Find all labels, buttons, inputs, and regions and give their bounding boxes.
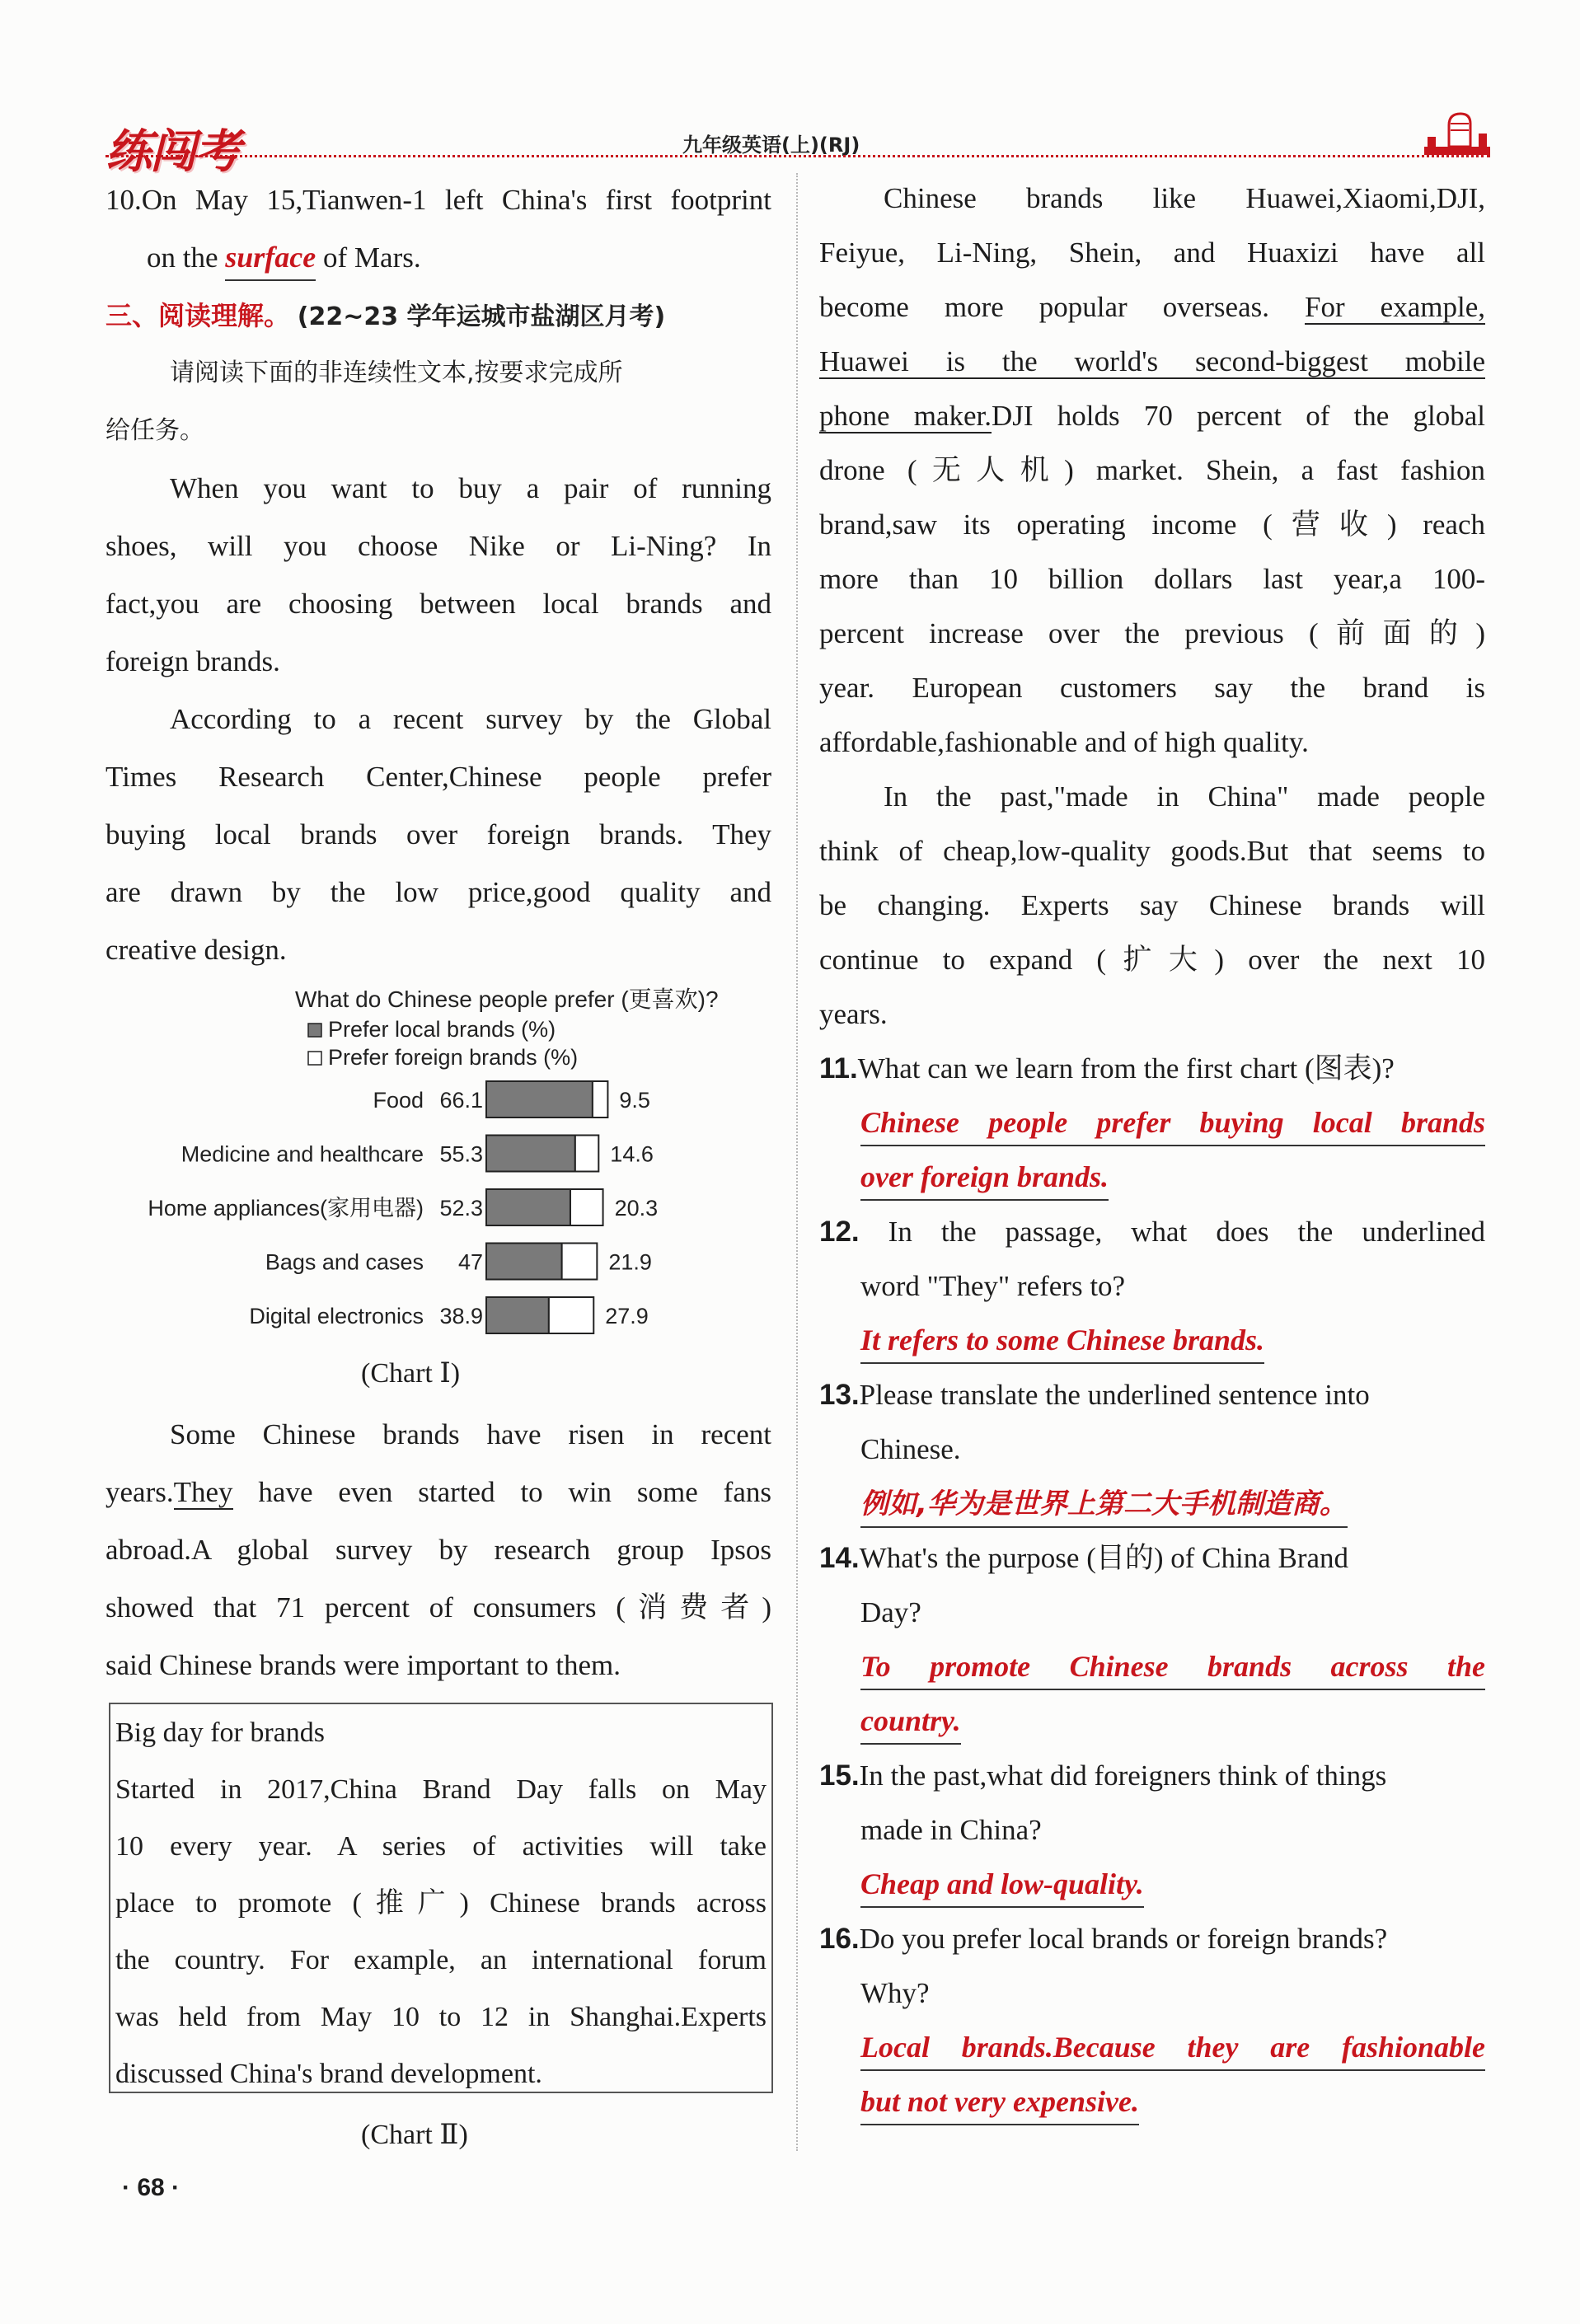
section-title: 三、阅读理解。 (105, 300, 291, 331)
p4-text-a: become more popular overseas. (819, 291, 1306, 323)
legend-foreign: Prefer foreign brands (%) (328, 1045, 579, 1070)
p3-line: Some Chinese brands have risen in recent (170, 1418, 771, 1450)
fist-icon (1424, 105, 1490, 157)
q15-number: 15. (819, 1759, 860, 1792)
p2-line: According to a recent survey by the Global (170, 703, 771, 735)
page-number: · 68 · (122, 2174, 181, 2201)
answer-15: Cheap and low-quality. (860, 1862, 1144, 1908)
q13-text: Please translate the underlined sentence into (859, 1379, 1370, 1411)
foreign-value-label: 20.3 (614, 1196, 659, 1221)
q11-number: 11. (819, 1052, 858, 1085)
p2-line: creative design. (105, 934, 287, 966)
left-column (105, 171, 771, 979)
legend-local: Prefer local brands (%) (328, 1017, 556, 1042)
p4-line: affordable,fashionable and of high quality. (819, 726, 1309, 758)
underlined-sentence: For example, (1305, 291, 1485, 323)
local-value-label: 38.9 (439, 1304, 483, 1328)
box-line: 10 every year. A series of activities will take (115, 1831, 767, 1862)
answer-13: 例如,华为是世界上第二大手机制造商。 (860, 1482, 1348, 1528)
question-12-cont: word "They" refers to? (860, 1270, 1126, 1302)
p2-line: Times Research Center,Chinese people prefer (105, 761, 771, 793)
question-11 (819, 1042, 1485, 1096)
answer-12: It refers to some Chinese brands. (860, 1318, 1264, 1364)
underlined-they: They (173, 1476, 233, 1508)
bar-local (486, 1244, 562, 1280)
p4-text-b: DJI holds 70 percent of the global (992, 400, 1485, 432)
answer-14-cont: country. (860, 1698, 961, 1745)
chart-2-caption: (Chart Ⅱ) (361, 2120, 468, 2150)
bar-foreign (562, 1244, 598, 1280)
p4-line: more than 10 billion dollars last year,a 100- (819, 563, 1485, 595)
q16-number: 16. (819, 1923, 860, 1955)
q15-text: In the past,what did foreigners think of things (859, 1759, 1387, 1792)
p1-line: shoes, will you choose Nike or Li-Ning? In (105, 530, 771, 562)
bar-foreign (575, 1136, 598, 1172)
p1-line: fact,you are choosing between local brands and (105, 588, 771, 620)
answer-16-line (860, 2021, 1485, 2075)
question-15-cont: made in China? (860, 1814, 1042, 1846)
p4-line: percent increase over the previous (前面的) (819, 617, 1485, 649)
p4-line: Chinese brands like Huawei,Xiaomi,DJI, (884, 182, 1485, 214)
question-16 (819, 1912, 1485, 1966)
bar-local (486, 1297, 549, 1333)
p3-line: abroad.A global survey by research group Ipsos (105, 1534, 771, 1566)
box-line: discussed China's brand development. (115, 2059, 542, 2089)
box-line: place to promote (推广) Chinese brands across (115, 1888, 767, 1919)
p2-line: buying local brands over foreign brands. They (105, 818, 771, 850)
question-13 (819, 1368, 1485, 1422)
q10-answer: surface (225, 235, 316, 281)
p4-line: year. European customers say the brand is (819, 672, 1485, 704)
q10-line-2 (105, 229, 771, 287)
chart-1 (105, 981, 771, 1368)
bar-foreign (549, 1297, 593, 1333)
chart-1-caption: (Chart Ⅰ) (361, 1358, 461, 1389)
p1-line: When you want to buy a pair of running (170, 472, 771, 504)
p3-line: said Chinese brands were important to them. (105, 1649, 621, 1681)
instruction-line-1: 请阅读下面的非连续性文本,按要求完成所 (170, 358, 623, 387)
category-label: Bags and cases (265, 1249, 424, 1275)
p4-line (819, 335, 1485, 389)
chart-title: What do Chinese people prefer (更喜欢)? (295, 986, 719, 1012)
answer-16-line (860, 2075, 1485, 2130)
bar-local (486, 1081, 593, 1117)
answer-14: To promote Chinese brands across the (860, 1644, 1485, 1690)
column-divider (796, 173, 798, 2151)
answer-16-cont: but not very expensive. (860, 2079, 1139, 2125)
p5-line: In the past,"made in China" made people (884, 780, 1485, 813)
p4-line: brand,saw its operating income (营收) reach (819, 508, 1485, 541)
p5-line: think of cheap,low-quality goods.But that seems to (819, 835, 1485, 867)
bar-foreign (570, 1189, 603, 1225)
p5-line: continue to expand (扩大) over the next 10 (819, 944, 1485, 976)
q12-text: In the passage, what does the underlined (859, 1216, 1485, 1248)
answer-15-line (860, 1858, 1485, 1912)
answer-14-line (860, 1694, 1485, 1749)
category-label: Digital electronics (249, 1304, 424, 1328)
chart-svg (105, 981, 771, 1368)
question-14 (819, 1531, 1485, 1586)
instruction-line-2: 给任务。 (105, 416, 204, 445)
category-label: Medicine and healthcare (181, 1141, 424, 1167)
foreign-value-label: 14.6 (610, 1141, 654, 1167)
q14-number: 14. (819, 1542, 860, 1574)
q10-text: 10.On May 15,Tianwen-1 left China's first footprint (105, 184, 771, 216)
legend-swatch-foreign (308, 1052, 321, 1065)
legend-swatch-local (308, 1024, 321, 1037)
publisher-logo: 练闯考 (105, 125, 239, 179)
box-line: was held from May 10 to 12 in Shanghai.Experts (115, 2002, 767, 2032)
answer-12-line (860, 1314, 1485, 1368)
box-line: Started in 2017,China Brand Day falls on May (115, 1774, 767, 1805)
header-divider (105, 155, 1490, 157)
q14-text: What's the purpose (目的) of China Brand (859, 1542, 1349, 1574)
underlined-sentence: phone maker. (819, 400, 992, 432)
q12-number: 12. (819, 1216, 860, 1248)
p4-line (819, 389, 1485, 443)
header-title: 九年级英语(上)(RJ) (682, 134, 860, 157)
p4-line: Feiyue, Li-Ning, Shein, and Huaxizi have all (819, 237, 1485, 269)
right-column (819, 171, 1485, 2130)
local-value-label: 52.3 (439, 1196, 483, 1221)
p3-text-b: have even started to win some fans (232, 1476, 771, 1508)
q10-line-1 (105, 171, 771, 229)
p3-text-a: years. (105, 1476, 174, 1508)
p5-line: be changing. Experts say Chinese brands will (819, 889, 1485, 921)
answer-11: Chinese people prefer buying local brands (860, 1100, 1485, 1146)
local-value-label: 66.1 (439, 1088, 483, 1113)
section-header (105, 287, 771, 344)
answer-11-line (860, 1096, 1485, 1150)
answer-11-cont: over foreign brands. (860, 1155, 1109, 1201)
p4-line (819, 280, 1485, 335)
local-value-label: 47 (457, 1249, 483, 1275)
local-value-label: 55.3 (439, 1141, 483, 1167)
bar-local (486, 1136, 575, 1172)
bar-local (486, 1189, 570, 1225)
q11-text: What can we learn from the first chart (图表)? (857, 1052, 1395, 1085)
category-label: Home appliances(家用电器) (148, 1196, 424, 1221)
question-14-cont: Day? (860, 1596, 921, 1628)
question-13-cont: Chinese. (860, 1433, 961, 1465)
q13-number: 13. (819, 1379, 860, 1411)
answer-16: Local brands.Because they are fashionable (860, 2025, 1485, 2071)
p3-line: showed that 71 percent of consumers (消费者) (105, 1591, 771, 1624)
q10-text-a: on the (147, 241, 226, 274)
p1-line: foreign brands. (105, 645, 280, 677)
foreign-value-label: 21.9 (608, 1249, 652, 1275)
question-15 (819, 1749, 1485, 1803)
box-line: Big day for brands (115, 1717, 326, 1748)
chart-2-box (109, 1703, 773, 2093)
q16-text: Do you prefer local brands or foreign brands? (859, 1923, 1388, 1955)
p5-line: years. (819, 998, 888, 1030)
left-column-lower (105, 1406, 771, 1694)
q10-text-b: of Mars. (316, 241, 421, 274)
foreign-value-label: 9.5 (619, 1088, 650, 1113)
p4-line: drone (无人机) market. Shein, a fast fashion (819, 454, 1485, 486)
question-12 (819, 1205, 1485, 1259)
underlined-sentence: Huawei is the world's second-biggest mobile (819, 345, 1485, 377)
p3-line (105, 1464, 771, 1521)
p2-line: are drawn by the low price,good quality and (105, 876, 771, 908)
question-16-cont: Why? (860, 1977, 930, 2009)
box-line: the country. For example, an international forum (115, 1945, 767, 1975)
bar-foreign (593, 1081, 608, 1117)
answer-11-line (860, 1150, 1485, 1205)
answer-14-line (860, 1640, 1485, 1694)
section-source: (22~23 学年运城市盐湖区月考) (297, 302, 666, 331)
answer-13-line (860, 1477, 1485, 1531)
category-label: Food (373, 1088, 424, 1113)
foreign-value-label: 27.9 (605, 1304, 649, 1328)
